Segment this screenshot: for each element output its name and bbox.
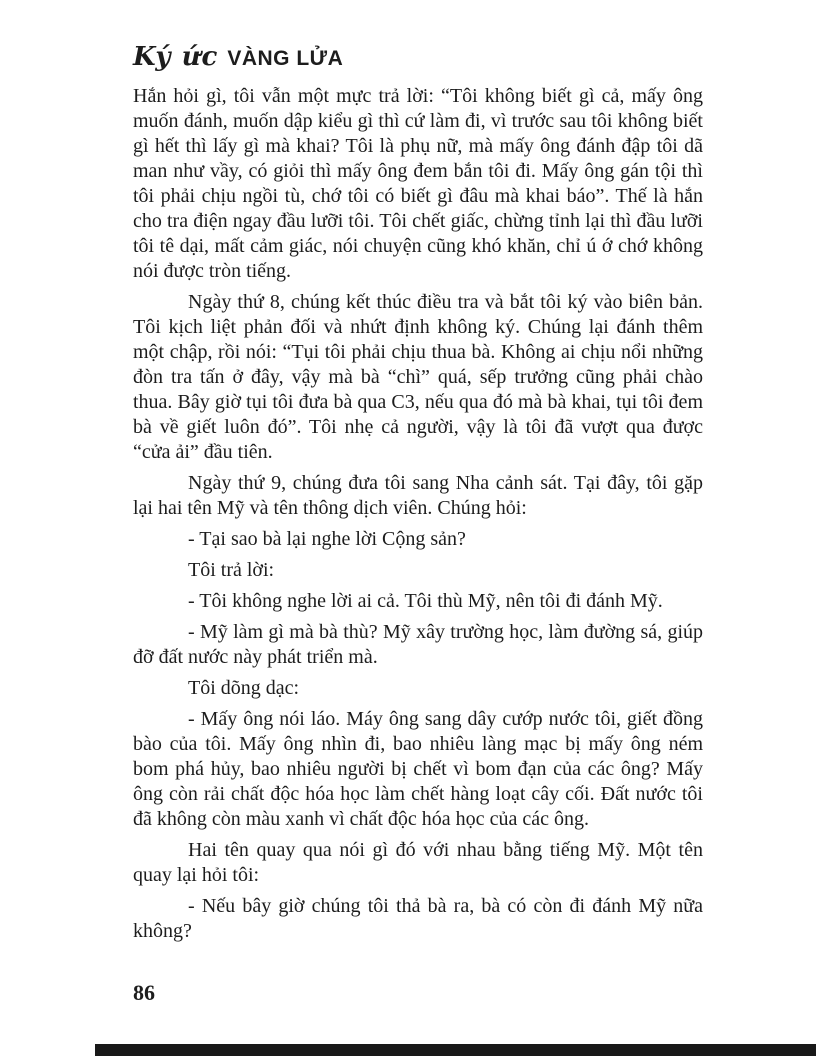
paragraph: Hắn hỏi gì, tôi vẫn một mực trả lời: “Tôi không biết gì cả, mấy ông muốn đánh, muốn dập kiểu gì thì cứ làm đi, vì trước sau tôi không biết gì hết thì lấy gì mà khai? Tôi là phụ nữ, mà mấy ông đánh đập tôi dã man như vầy, có giỏi thì mấy ông đem bắn tôi đi. Mấy ông gán tội thì tôi phải chịu ngồi tù, chớ tôi có biết gì đâu mà khai báo”. Thế là hắn cho tra điện ngay đầu lưỡi tôi. Tôi chết giấc, chừng tỉnh lại thì đầu lưỡi tôi tê dại, mất cảm giác, nói chuyện cũng khó khăn, chỉ ú ớ chớ không nói được tròn tiếng. — [133, 85, 703, 282]
paragraph: - Mấy ông nói láo. Máy ông sang dây cướp nước tôi, giết đồng bào của tôi. Mấy ông nhìn đi, bao nhiêu làng mạc bị mấy ông ném bom phá hủy, bao nhiêu người bị chết vì bom đạn của các ông? Mấy ông còn rải chất độc hóa học làm chết hàng loạt cây cối. Đất nước tôi đã không còn màu xanh vì chất độc hóa học của các ông. — [133, 708, 703, 830]
book-title: VÀNG LỬA — [227, 47, 344, 70]
paragraph: - Tại sao bà lại nghe lời Cộng sản? — [188, 528, 466, 550]
paragraph: Tôi trả lời: — [188, 559, 275, 581]
paragraph: Ngày thứ 8, chúng kết thúc điều tra và bắt tôi ký vào biên bản. Tôi kịch liệt phản đối và nhứt định không ký. Chúng lại đánh thêm một chập, rồi nói: “Tụi tôi phải chịu thua bà. Không ai chịu nổi những đòn tra tấn ở đây, vậy mà bà “chì” quá, sếp trưởng cũng phải chào thua. Bây giờ tụi tôi đưa bà qua C3, nếu qua đó mà bà khai, tụi tôi đem bà về giết luôn đó”. Tôi nhẹ cả người, vậy là tôi đã vượt qua được “cửa ải” đầu tiên. — [133, 291, 703, 463]
page-header — [133, 42, 343, 72]
scan-edge-artifact — [95, 1044, 816, 1056]
text-column — [133, 84, 703, 950]
paragraph: Ngày thứ 9, chúng đưa tôi sang Nha cảnh sát. Tại đây, tôi gặp lại hai tên Mỹ và tên thông dịch viên. Chúng hỏi: — [133, 472, 703, 519]
paragraph: Hai tên quay qua nói gì đó với nhau bằng tiếng Mỹ. Một tên quay lại hỏi tôi: — [133, 839, 703, 886]
page-number: 86 — [133, 980, 155, 1005]
paragraph: Tôi dõng dạc: — [188, 677, 300, 699]
series-title: Ký ức — [133, 42, 219, 72]
paragraph: - Mỹ làm gì mà bà thù? Mỹ xây trường học, làm đường sá, giúp đỡ đất nước này phát triển mà. — [133, 621, 703, 668]
paragraph: - Tôi không nghe lời ai cả. Tôi thù Mỹ, nên tôi đi đánh Mỹ. — [188, 590, 663, 612]
paragraph: - Nếu bây giờ chúng tôi thả bà ra, bà có còn đi đánh Mỹ nữa không? — [133, 895, 703, 942]
